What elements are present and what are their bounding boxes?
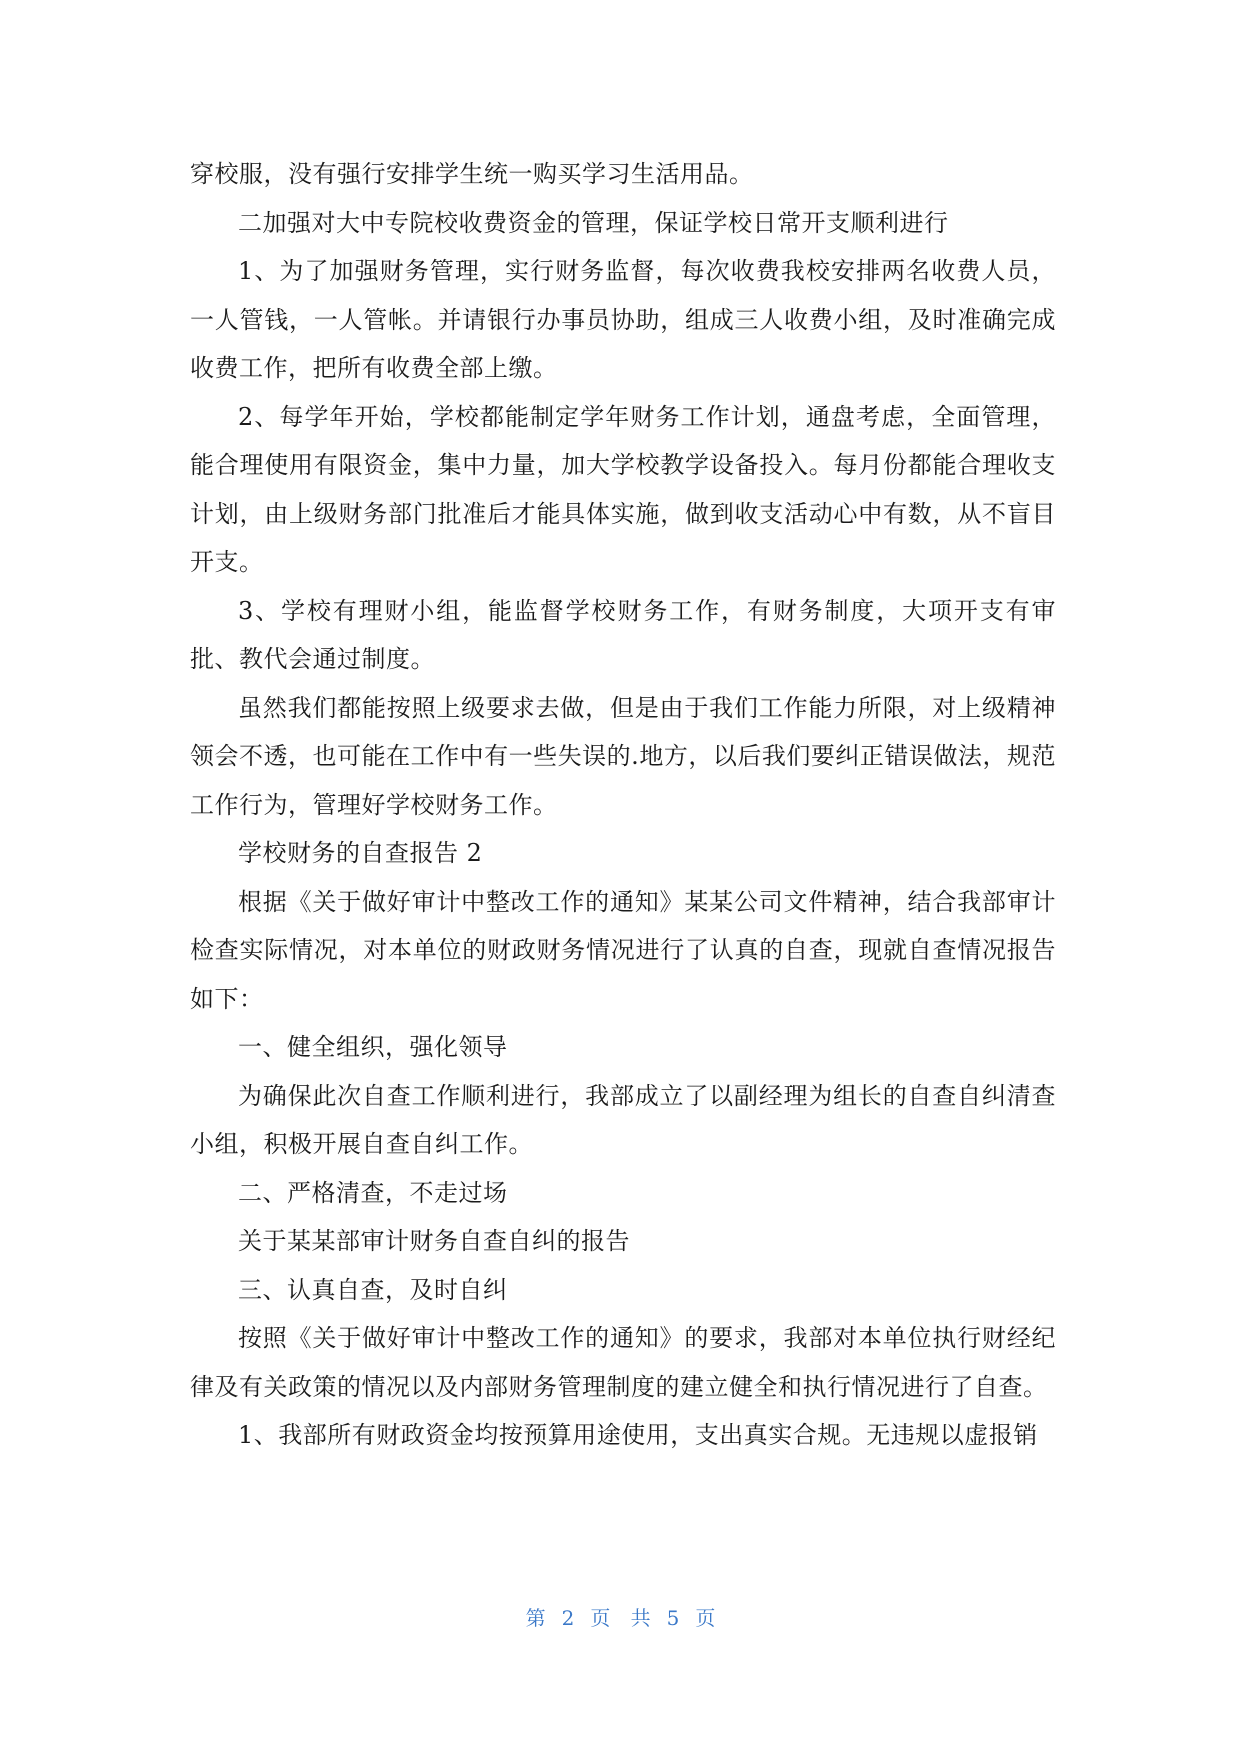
footer-label-pages: 页 <box>695 1606 716 1630</box>
footer-total-pages: 5 <box>666 1606 680 1630</box>
page-footer <box>0 1602 1241 1631</box>
section-heading-3: 三、认真自查，及时自纠 <box>238 1275 508 1304</box>
footer-label-of: 页 共 <box>590 1606 651 1630</box>
paragraph-10: 为确保此次自查工作顺利进行，我部成立了以副经理为组长的自查自纠清查小组，积极开展自查自纠工作。 <box>190 1081 1056 1158</box>
section-heading-report-2: 学校财务的自查报告 2 <box>238 839 483 867</box>
section-heading-2: 二、严格清查，不走过场 <box>238 1178 508 1207</box>
paragraph-2: 二加强对大中专院校收费资金的管理，保证学校日常开支顺利进行 <box>238 208 949 237</box>
section-heading-1: 一、健全组织，强化领导 <box>238 1033 508 1061</box>
paragraph-8: 根据《关于做好审计中整改工作的通知》某某公司文件精神，结合我部审计检查实际情况，对本单位的财政财务情况进行了认真的自查，现就自查情况报告如下： <box>190 887 1056 1013</box>
footer-current-page: 2 <box>561 1606 575 1630</box>
footer-label-page: 第 <box>525 1606 546 1630</box>
paragraph-4: 2、每学年开始，学校都能制定学年财务工作计划，通盘考虑，全面管理，能合理使用有限资金，集中力量，加大学校教学设备投入。每月份都能合理收支计划，由上级财务部门批准后才能具体实施，做到收支活动心中有数，从不盲目开支。 <box>190 402 1056 576</box>
paragraph-14: 按照《关于做好审计中整改工作的通知》的要求，我部对本单位执行财经纪律及有关政策的情况以及内部财务管理制度的建立健全和执行情况进行了自查。 <box>190 1324 1056 1401</box>
paragraph-6: 虽然我们都能按照上级要求去做，但是由于我们工作能力所限，对上级精神领会不透，也可能在工作中有一些失误的.地方，以后我们要纠正错误做法，规范工作行为，管理好学校财务工作。 <box>190 693 1056 819</box>
paragraph-1: 穿校服，没有强行安排学生统一购买学习生活用品。 <box>190 160 754 188</box>
document-body <box>190 150 1056 1460</box>
paragraph-3: 1、为了加强财务管理，实行财务监督，每次收费我校安排两名收费人员，一人管钱，一人管帐。并请银行办事员协助，组成三人收费小组，及时准确完成收费工作，把所有收费全部上缴。 <box>190 257 1056 382</box>
paragraph-15: 1、我部所有财政资金均按预算用途使用，支出真实合规。无违规以虚报销 <box>238 1421 1038 1449</box>
paragraph-12: 关于某某部审计财务自查自纠的报告 <box>238 1227 630 1255</box>
paragraph-5: 3、学校有理财小组，能监督学校财务工作，有财务制度，大项开支有审批、教代会通过制度。 <box>190 596 1056 673</box>
